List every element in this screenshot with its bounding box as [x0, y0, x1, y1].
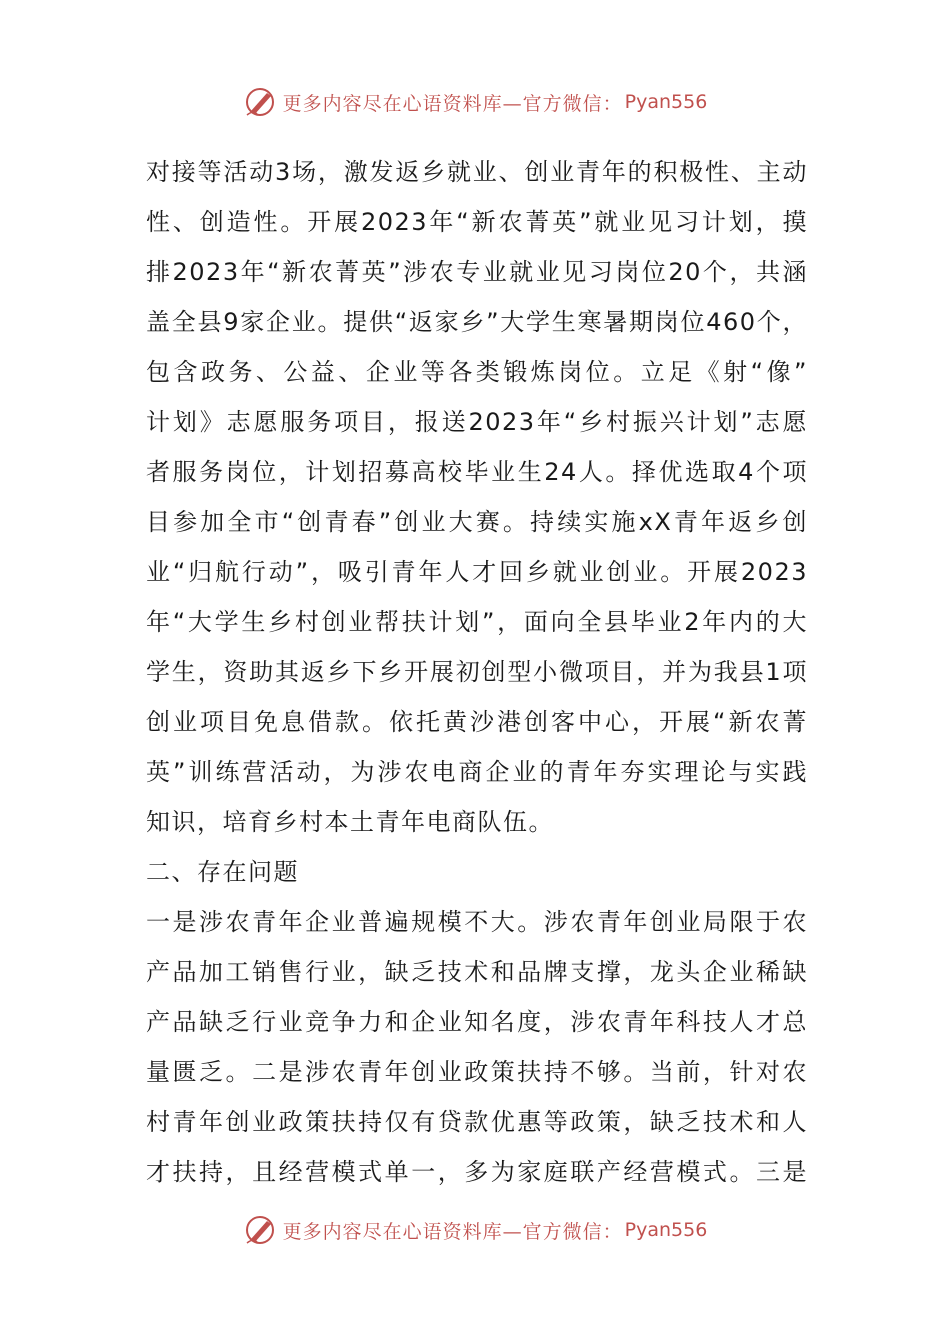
text-line: 者服务岗位，计划招募高校毕业生24人。择优选取4个项 — [146, 458, 808, 486]
text-line: 一是涉农青年企业普遍规模不大。涉农青年创业局限于农 — [146, 908, 808, 936]
text-line: 盖全县9家企业。提供“返家乡”大学生寒暑期岗位460个， — [146, 308, 808, 336]
pen-logo-icon — [243, 84, 279, 120]
text-line: 产品加工销售行业，缺乏技术和品牌支撑，龙头企业稀缺 — [146, 958, 808, 986]
watermark-wechat-id: Pyan556 — [624, 91, 708, 113]
text-line: 包含政务、公益、企业等各类锻炼岗位。立足《射“像” — [146, 358, 808, 386]
document-body — [146, 147, 808, 1197]
text-line: 创业项目免息借款。依托黄沙港创客中心，开展“新农菁 — [146, 708, 808, 736]
text-line: 村青年创业政策扶持仅有贷款优惠等政策，缺乏技术和人 — [146, 1108, 808, 1136]
text-line: 对接等活动3场，激发返乡就业、创业青年的积极性、主动 — [146, 158, 808, 186]
text-line: 才扶持，且经营模式单一，多为家庭联产经营模式。三是 — [146, 1158, 808, 1186]
text-line: 知识，培育乡村本土青年电商队伍。 — [146, 808, 554, 836]
header-watermark — [0, 80, 950, 124]
text-line: 学生，资助其返乡下乡开展初创型小微项目，并为我县1项 — [146, 658, 808, 686]
text-line: 年“大学生乡村创业帮扶计划”，面向全县毕业2年内的大 — [146, 608, 808, 636]
watermark-wechat-id: Pyan556 — [624, 1219, 708, 1241]
text-line: 二、存在问题 — [146, 858, 299, 886]
text-line: 计划》志愿服务项目，报送2023年“乡村振兴计划”志愿 — [146, 408, 808, 436]
text-line: 目参加全市“创青春”创业大赛。持续实施xX青年返乡创 — [146, 508, 808, 536]
watermark-text: 更多内容尽在心语资料库—官方微信： — [282, 1220, 623, 1243]
watermark-text: 更多内容尽在心语资料库—官方微信： — [282, 92, 623, 115]
pen-logo-icon — [243, 1212, 279, 1248]
text-line: 量匮乏。二是涉农青年创业政策扶持不够。当前，针对农 — [146, 1058, 808, 1086]
footer-watermark — [0, 1208, 950, 1252]
text-line: 产品缺乏行业竞争力和企业知名度，涉农青年科技人才总 — [146, 1008, 808, 1036]
text-line: 英”训练营活动，为涉农电商企业的青年夯实理论与实践 — [146, 758, 808, 786]
text-line: 性、创造性。开展2023年“新农菁英”就业见习计划，摸 — [146, 208, 808, 236]
text-line: 业“归航行动”，吸引青年人才回乡就业创业。开展2023 — [146, 558, 808, 586]
text-line: 排2023年“新农菁英”涉农专业就业见习岗位20个，共涵 — [146, 258, 808, 286]
